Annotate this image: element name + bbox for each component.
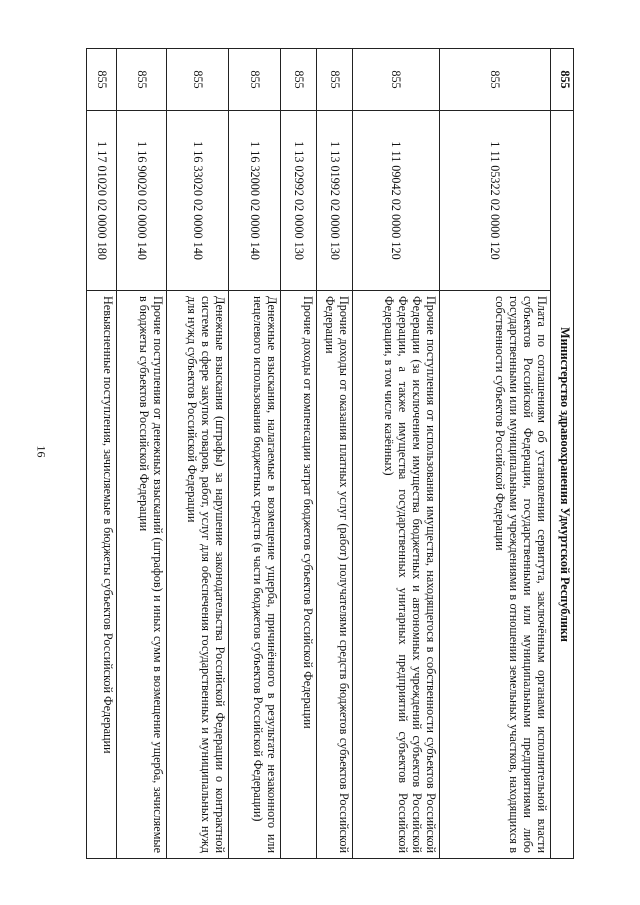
admin-code-cell: 855 xyxy=(167,49,229,111)
income-name-cell: Денежные взыскания, налагаемые в возмещение ущерба, причинённого в результате незаконного или нецелевого использования бюджетных средств (в части бюджетов субъектов Российской Федерации) xyxy=(229,291,281,859)
header-ministry-name: Министерство здравоохранения Удмуртской Республики xyxy=(551,111,574,859)
income-name-cell: Денежные взыскания (штрафы) за нарушение законодательства Российской Федерации о контрактной системе в сфере закупок товаров, работ, услуг для обеспечения государственных и муниципальных нужд для нужд субъектов Российской Федерации xyxy=(167,291,229,859)
kbk-cell: 1 13 01992 02 0000 130 xyxy=(317,111,353,291)
kbk-cell: 1 11 09042 02 0000 120 xyxy=(353,111,440,291)
page-number: 16 xyxy=(34,445,49,458)
kbk-cell: 1 16 90020 02 0000 140 xyxy=(117,111,167,291)
admin-code-cell: 855 xyxy=(117,49,167,111)
income-name-cell: Плата по соглашениям об установлении сервитута, заключённым органами исполнительной власти субъектов Российской Федерации, государственными или муниципальными предприятиями либо государственными или муниципальными учреждениями в отношении земельных участков, находящихся в собственности субъектов Российской Федерации xyxy=(440,291,551,859)
table-row xyxy=(440,49,551,859)
rotated-sheet xyxy=(96,48,574,858)
admin-code-cell: 855 xyxy=(229,49,281,111)
header-admin-code: 855 xyxy=(551,49,574,111)
table-row xyxy=(229,49,281,859)
admin-code-cell: 855 xyxy=(353,49,440,111)
income-name-cell: Прочие доходы от компенсации затрат бюджетов субъектов Российской Федерации xyxy=(281,291,317,859)
admin-code-cell: 855 xyxy=(281,49,317,111)
kbk-cell: 1 13 02992 02 0000 130 xyxy=(281,111,317,291)
kbk-cell: 1 11 05322 02 0000 120 xyxy=(440,111,551,291)
income-codes-table xyxy=(86,48,574,859)
kbk-cell: 1 16 32000 02 0000 140 xyxy=(229,111,281,291)
kbk-cell: 1 16 33020 02 0000 140 xyxy=(167,111,229,291)
income-name-cell: Прочие поступления от денежных взысканий (штрафов) и иных сумм в возмещение ущерба, зачисляемые в бюджеты субъектов Российской Федерации xyxy=(117,291,167,859)
admin-code-cell: 855 xyxy=(317,49,353,111)
kbk-cell: 1 17 01020 02 0000 180 xyxy=(87,111,117,291)
table-row xyxy=(353,49,440,859)
admin-code-cell: 855 xyxy=(87,49,117,111)
income-name-cell: Прочие доходы от оказания платных услуг (работ) получателями средств бюджетов субъектов Российской Федерации xyxy=(317,291,353,859)
table-row xyxy=(317,49,353,859)
admin-code-cell: 855 xyxy=(440,49,551,111)
table-row xyxy=(117,49,167,859)
table-row xyxy=(281,49,317,859)
income-name-cell: Прочие поступления от использования имущества, находящегося в собственности субъектов Российской Федерации (за исключением имущества бюджетных и автономных учреждений субъектов Российской Федерации, а также имущества государственных унитарных предприятий субъектов Российской Федерации, в том числе казённых) xyxy=(353,291,440,859)
table-row xyxy=(87,49,117,859)
table-row xyxy=(167,49,229,859)
income-name-cell: Невыясненные поступления, зачисляемые в бюджеты субъектов Российской Федерации xyxy=(87,291,117,859)
table-header-row xyxy=(551,49,574,859)
